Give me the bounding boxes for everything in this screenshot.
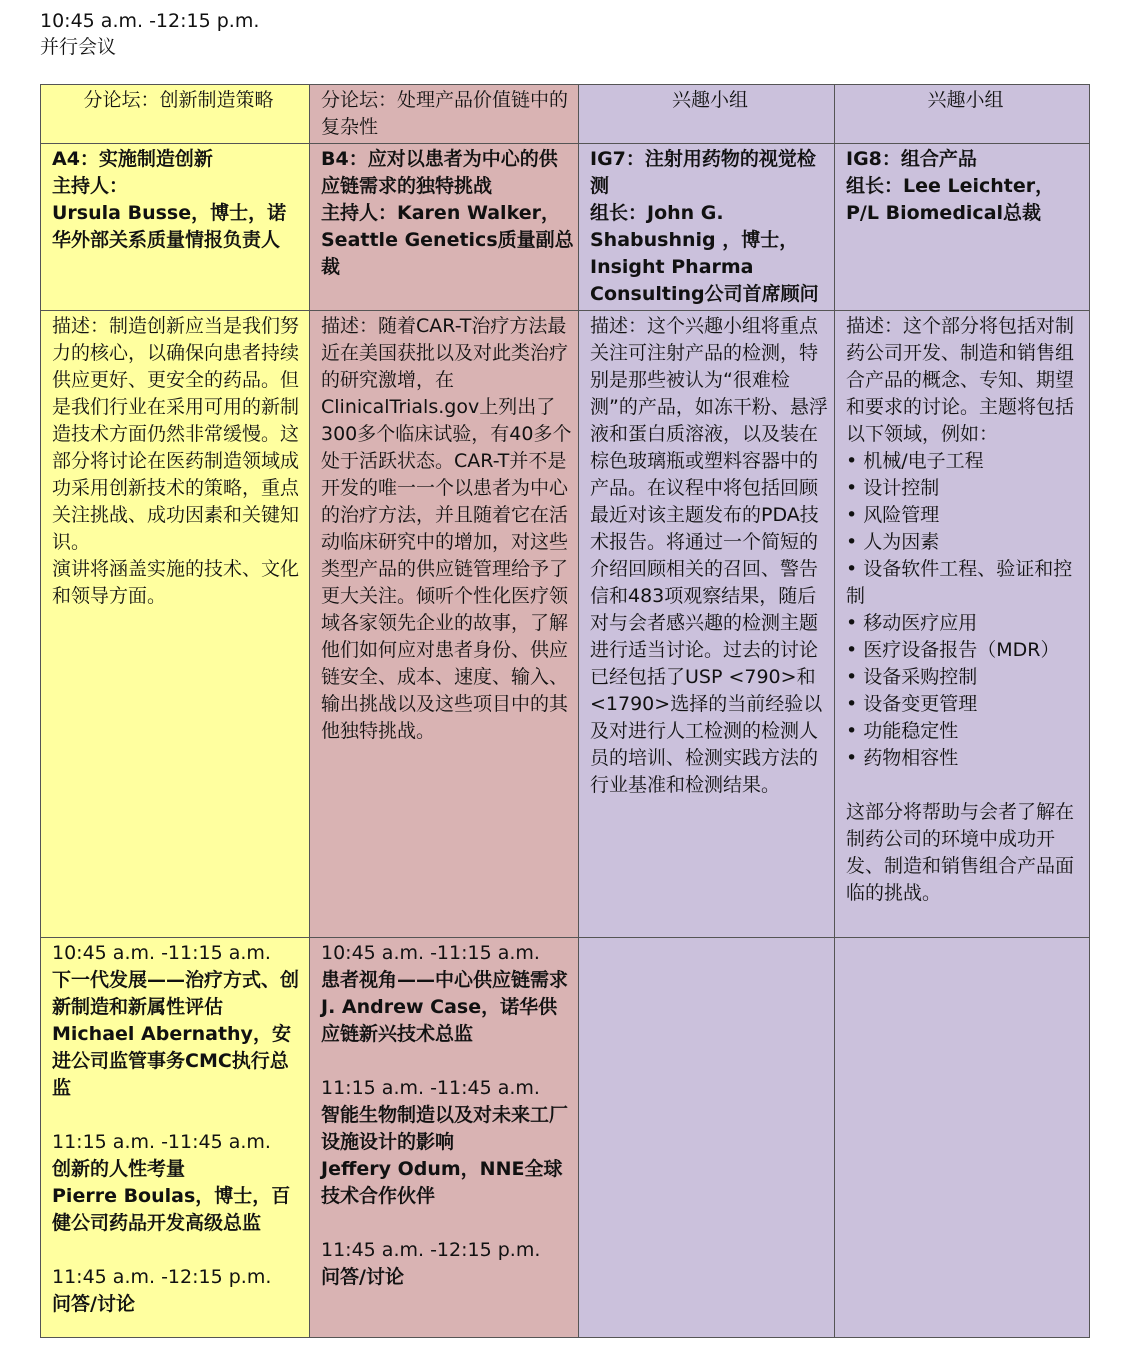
host-label: 组长： [846, 175, 904, 197]
agenda-ig8-empty [835, 938, 1090, 1338]
agenda-ig7-empty [579, 938, 835, 1338]
topic-item: • 设备软件工程、验证和控制 [846, 556, 1085, 610]
topic-item: • 设备采购控制 [846, 664, 1085, 691]
spacer [52, 1237, 305, 1264]
topic-item: • 移动医疗应用 [846, 610, 1085, 637]
session-title: 并行会议 [40, 36, 117, 58]
schedule-table [40, 84, 1090, 1338]
topic-item: • 设备变更管理 [846, 691, 1085, 718]
topic-item: • 设计控制 [846, 475, 1085, 502]
agenda-b4 [310, 938, 579, 1338]
spacer [321, 1210, 574, 1237]
heading-row [41, 85, 1090, 144]
agenda-time: 11:15 a.m. -11:45 a.m. [321, 1077, 540, 1099]
session-code-title: B4：应对以患者为中心的供应链需求的独特挑战 [321, 148, 558, 197]
agenda-speaker: Pierre Boulas，博士，百健公司药品开发高级总监 [52, 1185, 291, 1234]
topic-item: • 药物相容性 [846, 745, 1085, 772]
agenda-topic: 创新的人性考量 [52, 1158, 186, 1180]
description-text: 描述：随着CAR-T治疗方法最近在美国获批以及对此类治疗的研究激增，在ClinicalTrials.gov上列出了300多个临床试验，有40多个处于活跃状态。CAR-T并不是开发的唯一一个以患者为中心的治疗方法，并且随着它在活动临床研究中的增加，对这些类型产品的供应链管理给予了更大关注。倾听个性化医疗领域各家领先企业的故事，了解他们如何应对患者身份、供应链安全、成本、速度、输入、输出挑战以及这些项目中的其他独特挑战。 [321, 315, 572, 742]
agenda-time: 10:45 a.m. -11:15 a.m. [52, 942, 271, 964]
host-label: 主持人： [52, 175, 129, 197]
host-label: 主持人： [321, 202, 398, 224]
agenda-speaker: Jeffery Odum，NNE全球技术合作伙伴 [321, 1158, 563, 1207]
description-b4 [310, 311, 579, 938]
column-heading-ig7 [579, 85, 835, 144]
session-row [41, 144, 1090, 311]
description-text: 演讲将涵盖实施的技术、文化和领导方面。 [52, 558, 300, 607]
column-heading-text: 兴趣小组 [927, 89, 1004, 111]
agenda-time: 11:45 a.m. -12:15 p.m. [321, 1239, 541, 1261]
host-name: Ursula Busse，博士，诺华外部关系质量情报负责人 [52, 202, 287, 251]
agenda-speaker: Michael Abernathy，安进公司监管事务CMC执行总监 [52, 1023, 291, 1099]
session-time: 10:45 a.m. -12:15 p.m. [40, 10, 260, 32]
spacer [846, 772, 1085, 799]
topic-item: • 风险管理 [846, 502, 1085, 529]
agenda-row [41, 938, 1090, 1338]
host-name: Lee Leichter，P/L Biomedical总裁 [846, 175, 1055, 224]
topic-item: • 机械/电子工程 [846, 448, 1085, 475]
agenda-a4 [41, 938, 310, 1338]
description-a4 [41, 311, 310, 938]
column-heading-text: 分论坛：创新制造策略 [83, 89, 274, 111]
description-text: 描述：制造创新应当是我们努力的核心，以确保向患者持续供应更好、更安全的药品。但是我们行业在采用可用的新制造技术方面仍然非常缓慢。这部分将讨论在医药制造领域成功采用创新技术的策略，重点关注挑战、成功因素和关键知识。 [52, 315, 300, 553]
spacer [52, 1102, 305, 1129]
host-name: John G. Shabushnig ，博士，Insight Pharma Consulting公司首席顾问 [590, 202, 819, 305]
column-heading-text: 分论坛：处理产品价值链中的复杂性 [321, 89, 569, 138]
description-text: 描述：这个部分将包括对制药公司开发、制造和销售组合产品的概念、专知、期望和要求的讨论。主题将包括以下领域，例如： [846, 315, 1075, 445]
agenda-time: 10:45 a.m. -11:15 a.m. [321, 942, 540, 964]
column-heading-text: 兴趣小组 [671, 89, 748, 111]
host-label: 组长： [590, 202, 648, 224]
agenda-topic: 智能生物制造以及对未来工厂设施设计的影响 [321, 1104, 569, 1153]
column-heading-b4 [310, 85, 579, 144]
spacer [321, 1048, 574, 1075]
agenda-topic: 下一代发展——治疗方式、创新制造和新属性评估 [52, 969, 300, 1018]
description-closing: 这部分将帮助与会者了解在制药公司的环境中成功开发、制造和销售组合产品面临的挑战。 [846, 801, 1075, 904]
session-code-title: A4：实施制造创新 [52, 148, 213, 170]
agenda-time: 11:15 a.m. -11:45 a.m. [52, 1131, 271, 1153]
column-heading-a4 [41, 85, 310, 144]
session-b4 [310, 144, 579, 311]
agenda-topic: 问答/讨论 [321, 1266, 404, 1288]
topic-item: • 医疗设备报告（MDR） [846, 637, 1085, 664]
page-header [40, 8, 259, 60]
description-ig7 [579, 311, 835, 938]
description-text: 描述：这个兴趣小组将重点关注可注射产品的检测，特别是那些被认为“很难检测”的产品，如冻干粉、悬浮液和蛋白质溶液，以及装在棕色玻璃瓶或塑料容器中的产品。在议程中将包括回顾最近对该主题发布的PDA技术报告。将通过一个简短的介绍回顾相关的召回、警告信和483项观察结果，随后对与会者感兴趣的检测主题进行适当讨论。过去的讨论已经包括了USP <790>和<1790>选择的当前经验以及对进行人工检测的检测人员的培训、检测实践方法的行业基准和检测结果。 [590, 315, 828, 796]
description-row [41, 311, 1090, 938]
session-a4 [41, 144, 310, 311]
agenda-speaker: J. Andrew Case，诺华供应链新兴技术总监 [321, 996, 558, 1045]
agenda-topic: 问答/讨论 [52, 1293, 135, 1315]
topic-item: • 功能稳定性 [846, 718, 1085, 745]
host-name: Karen Walker，Seattle Genetics质量副总裁 [321, 202, 574, 278]
session-ig7 [579, 144, 835, 311]
topic-item: • 人为因素 [846, 529, 1085, 556]
session-code-title: IG8：组合产品 [846, 148, 977, 170]
session-ig8 [835, 144, 1090, 311]
topic-list [846, 448, 1085, 772]
session-code-title: IG7：注射用药物的视觉检测 [590, 148, 816, 197]
agenda-time: 11:45 a.m. -12:15 p.m. [52, 1266, 272, 1288]
column-heading-ig8 [835, 85, 1090, 144]
description-ig8 [835, 311, 1090, 938]
agenda-topic: 患者视角——中心供应链需求 [321, 969, 569, 991]
